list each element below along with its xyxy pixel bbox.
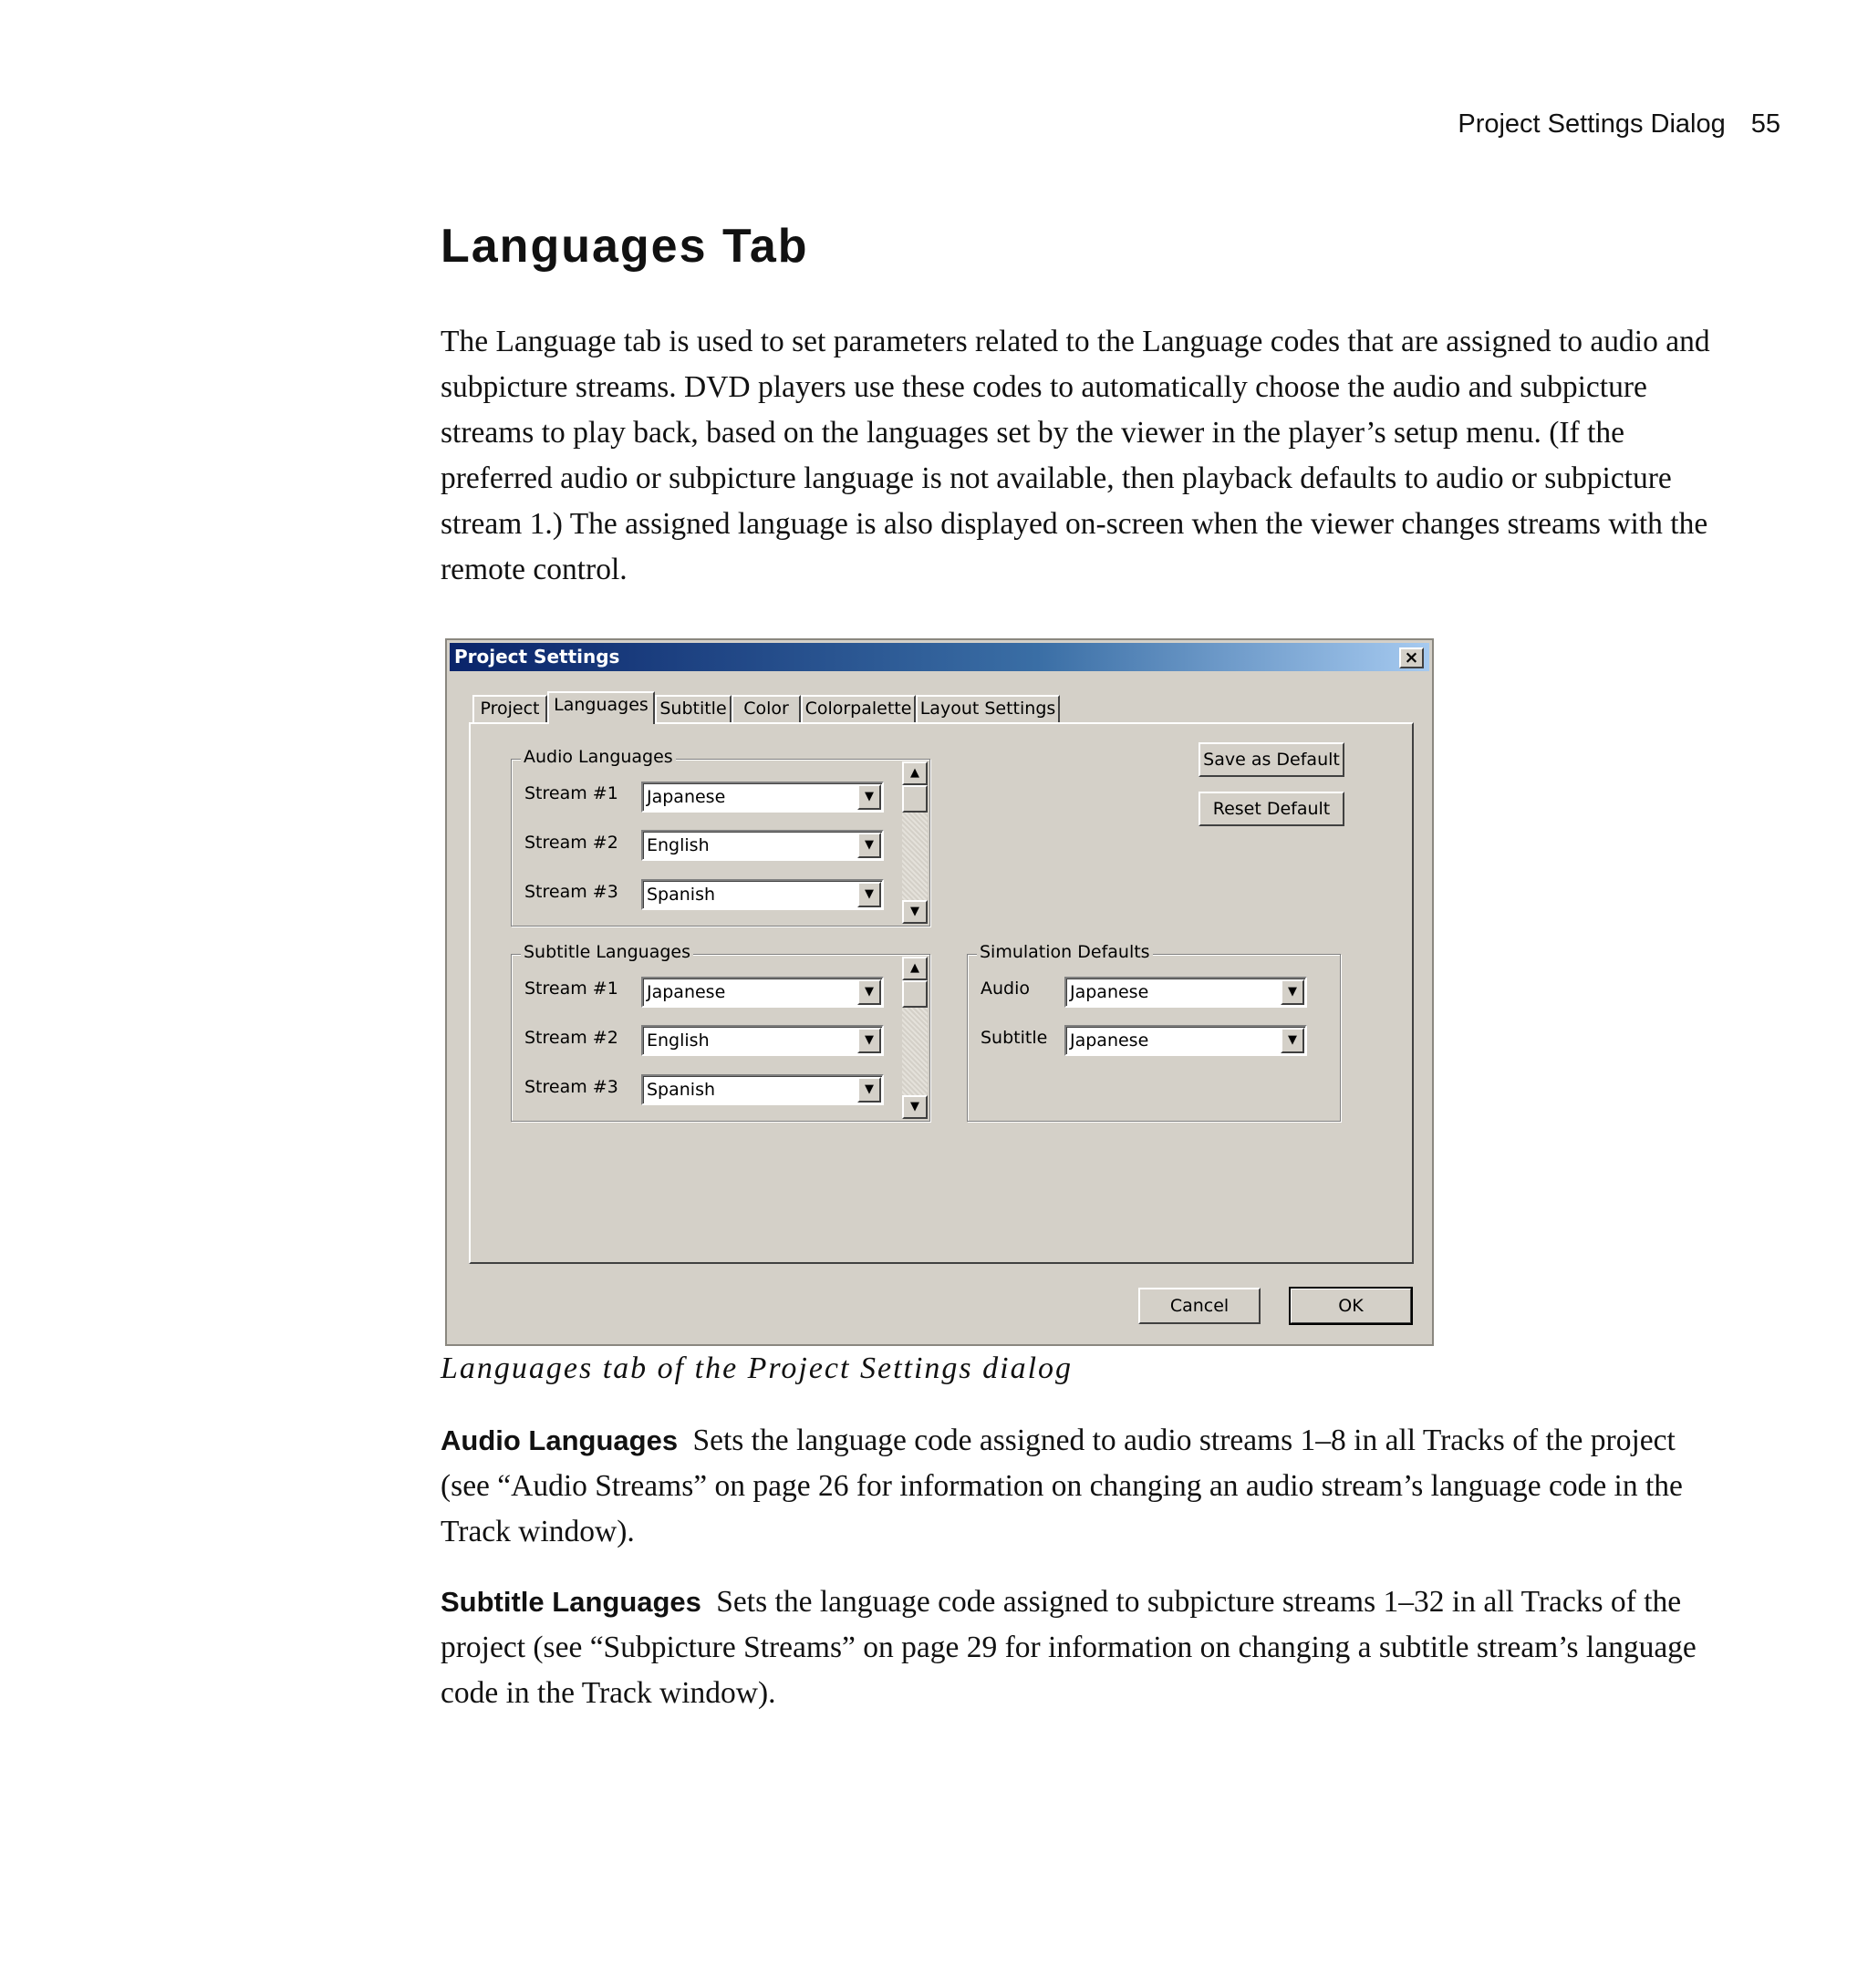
subtitle-stream-3-label: Stream #3 bbox=[524, 1077, 618, 1097]
close-icon: × bbox=[1404, 647, 1419, 668]
simulation-defaults-group bbox=[967, 942, 1341, 1122]
reset-default-button[interactable]: Reset Default bbox=[1199, 792, 1344, 826]
running-header bbox=[1458, 109, 1780, 140]
scroll-down-icon[interactable]: ▼ bbox=[902, 1095, 928, 1119]
sim-audio-select[interactable] bbox=[1064, 977, 1307, 1008]
subtitle-languages-label: Subtitle Languages bbox=[521, 942, 693, 962]
simulation-defaults-label: Simulation Defaults bbox=[977, 942, 1153, 962]
page-number: 55 bbox=[1750, 109, 1780, 139]
sim-audio-value: Japanese bbox=[1070, 982, 1149, 1002]
subtitle-stream-1-value: Japanese bbox=[647, 982, 726, 1002]
audio-languages-description bbox=[441, 1418, 1727, 1555]
audio-languages-text: Sets the language code assigned to audio streams 1–8 in all Tracks of the project (see “Audio Streams” on page 26 for information on changing an audio stream’s language code in the Track window). bbox=[441, 1424, 1683, 1548]
subtitle-stream-2-label: Stream #2 bbox=[524, 1028, 618, 1048]
tab-languages[interactable]: Languages bbox=[547, 691, 655, 724]
chevron-down-icon[interactable]: ▼ bbox=[1281, 979, 1304, 1005]
chevron-down-icon[interactable]: ▼ bbox=[857, 1077, 881, 1103]
tab-colorpalette[interactable]: Colorpalette bbox=[801, 695, 916, 722]
scroll-thumb[interactable] bbox=[902, 980, 928, 1008]
audio-languages-group bbox=[511, 747, 930, 927]
scroll-down-icon[interactable]: ▼ bbox=[902, 900, 928, 924]
scroll-up-icon[interactable]: ▲ bbox=[902, 761, 928, 785]
ok-button[interactable]: OK bbox=[1290, 1288, 1412, 1324]
audio-stream-3-label: Stream #3 bbox=[524, 882, 618, 902]
audio-stream-1-value: Japanese bbox=[647, 787, 726, 807]
subtitle-languages-group bbox=[511, 942, 930, 1122]
languages-tab-panel bbox=[469, 722, 1414, 1264]
project-settings-dialog bbox=[445, 638, 1434, 1346]
subtitle-stream-3-select[interactable] bbox=[641, 1074, 884, 1105]
audio-languages-label: Audio Languages bbox=[521, 747, 676, 767]
chevron-down-icon[interactable]: ▼ bbox=[1281, 1028, 1304, 1053]
subtitle-stream-2-value: English bbox=[647, 1030, 710, 1051]
subtitle-stream-1-label: Stream #1 bbox=[524, 978, 618, 999]
audio-stream-1-select[interactable] bbox=[641, 782, 884, 813]
audio-stream-2-select[interactable] bbox=[641, 830, 884, 861]
subtitle-stream-3-value: Spanish bbox=[647, 1080, 716, 1100]
audio-stream-2-label: Stream #2 bbox=[524, 833, 618, 853]
close-button[interactable] bbox=[1399, 647, 1424, 668]
chevron-down-icon[interactable]: ▼ bbox=[857, 882, 881, 907]
sim-audio-label: Audio bbox=[981, 978, 1031, 999]
tab-project[interactable]: Project bbox=[472, 695, 547, 722]
dialog-titlebar bbox=[450, 643, 1429, 671]
cancel-button[interactable]: Cancel bbox=[1138, 1288, 1261, 1324]
scroll-thumb[interactable] bbox=[902, 785, 928, 813]
intro-paragraph: The Language tab is used to set parameters related to the Language codes that are assigned to audio and subpicture streams. DVD players use these codes to automatically choose the audio and subpicture streams to play back, based on the languages set by the viewer in the player’s setup menu. (If the preferred audio or subpicture language is not available, then playback defaults to audio or subpicture stream 1.) The assigned language is also displayed on-screen when the viewer changes streams with the remote control. bbox=[441, 325, 1710, 586]
subtitle-stream-1-select[interactable] bbox=[641, 977, 884, 1008]
chevron-down-icon[interactable]: ▼ bbox=[857, 979, 881, 1005]
section-heading: Languages Tab bbox=[441, 220, 809, 273]
running-header-title: Project Settings Dialog bbox=[1458, 109, 1726, 139]
audio-languages-scrollbar[interactable] bbox=[902, 761, 928, 924]
chevron-down-icon[interactable]: ▼ bbox=[857, 1028, 881, 1053]
figure-caption: Languages tab of the Project Settings dialog bbox=[441, 1351, 1074, 1385]
scroll-up-icon[interactable]: ▲ bbox=[902, 957, 928, 980]
tab-layout-settings[interactable]: Layout Settings bbox=[916, 695, 1060, 722]
subtitle-stream-2-select[interactable] bbox=[641, 1025, 884, 1056]
sim-subtitle-label: Subtitle bbox=[981, 1028, 1048, 1048]
dialog-title: Project Settings bbox=[454, 646, 620, 668]
audio-stream-3-select[interactable] bbox=[641, 879, 884, 910]
tab-subtitle[interactable]: Subtitle bbox=[655, 695, 732, 722]
sim-subtitle-value: Japanese bbox=[1070, 1030, 1149, 1051]
chevron-down-icon[interactable]: ▼ bbox=[857, 833, 881, 858]
chevron-down-icon[interactable]: ▼ bbox=[857, 784, 881, 810]
subtitle-languages-term: Subtitle Languages bbox=[441, 1586, 701, 1618]
audio-stream-3-value: Spanish bbox=[647, 885, 716, 905]
audio-languages-term: Audio Languages bbox=[441, 1424, 679, 1456]
save-as-default-button[interactable]: Save as Default bbox=[1199, 742, 1344, 777]
audio-stream-2-value: English bbox=[647, 835, 710, 855]
subtitle-languages-scrollbar[interactable] bbox=[902, 957, 928, 1119]
tab-color[interactable]: Color bbox=[732, 695, 801, 722]
subtitle-languages-description bbox=[441, 1579, 1727, 1716]
sim-subtitle-select[interactable] bbox=[1064, 1025, 1307, 1056]
audio-stream-1-label: Stream #1 bbox=[524, 783, 618, 803]
subtitle-languages-text: Sets the language code assigned to subpicture streams 1–32 in all Tracks of the project (see “Subpicture Streams” on page 29 for information on changing a subtitle stream’s language code in the Track window). bbox=[441, 1585, 1697, 1710]
